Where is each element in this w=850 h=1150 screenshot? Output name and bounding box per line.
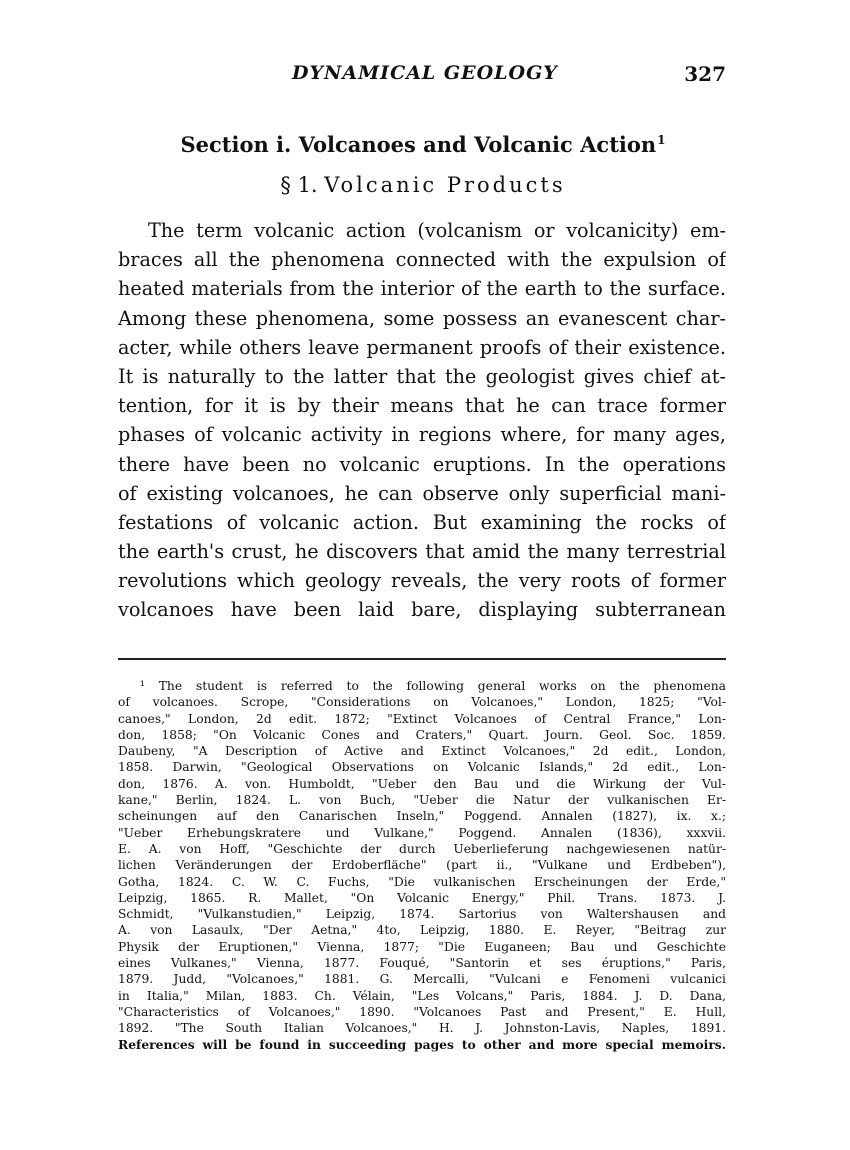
footnote-line: eines Vulkanes," Vienna, 1877. Fouqué, "Santorin et ses éruptions," Paris, [118, 956, 726, 971]
footnote-line: don, 1876. A. von. Humboldt, "Ueber den Bau und die Wirkung der Vul- [118, 776, 726, 791]
footnote-line: scheinungen auf den Canarischen Inseln," Poggend. Annalen (1827), ix. x.; [118, 809, 726, 824]
footnote-line: 1858. Darwin, "Geological Observations on Volcanic Islands," 2d edit., Lon- [118, 760, 726, 775]
body-line: festations of volcanic action. But examining the rocks of [118, 510, 726, 534]
body-paragraph [118, 216, 726, 625]
footnote-line: in Italia," Milan, 1883. Ch. Vélain, "Les Volcans," Paris, 1884. J. D. Dana, [118, 988, 726, 1003]
footnote-line: canoes," London, 2d edit. 1872; "Extinct Volcanoes of Central France," Lon- [118, 711, 726, 726]
footnote-line: "Characteristics of Volcanoes," 1890. "Volcanoes Past and Present," E. Hull, [118, 1004, 726, 1019]
body-line: of existing volcanoes, he can observe only superficial mani- [118, 481, 726, 505]
body-line: The term volcanic action (volcanism or volcanicity) em- [148, 219, 726, 242]
footnote-reference-mark[interactable]: 1 [657, 133, 666, 147]
footnote-line: Schmidt, "Vulkanstudien," Leipzig, 1874. Sartorius von Waltershausen and [118, 907, 726, 922]
footnote-line: ¹ The student is referred to the following general works on the phenomena [140, 679, 726, 693]
footnote-divider [118, 658, 726, 660]
running-title: DYNAMICAL GEOLOGY [292, 62, 558, 84]
subsection-title-text: Volcanic Products [324, 173, 566, 197]
subsection-title [120, 173, 726, 197]
body-line: volcanoes have been laid bare, displaying subterranean [118, 598, 726, 622]
body-line: acter, while others leave permanent proofs of their existence. [118, 335, 726, 359]
body-line: tention, for it is by their means that he can trace former [118, 394, 726, 418]
body-line: braces all the phenomena connected with the expulsion of [118, 248, 726, 272]
subsection-number: § 1. [280, 173, 318, 197]
page-number: 327 [684, 62, 726, 86]
footnote-line: Leipzig, 1865. R. Mallet, "On Volcanic Energy," Phil. Trans. 1873. J. [118, 890, 726, 905]
body-line: phases of volcanic activity in regions where, for many ages, [118, 423, 726, 447]
footnote-line: kane," Berlin, 1824. L. von Buch, "Ueber die Natur der vulkanischen Er- [118, 793, 726, 808]
body-line: It is naturally to the latter that the geologist gives chief at- [118, 364, 726, 388]
body-line: the earth's crust, he discovers that amid the many terrestrial [118, 540, 726, 564]
footnote-line: "Ueber Erhebungskratere und Vulkane," Poggend. Annalen (1836), xxxvii. [118, 825, 726, 840]
footnote-line: Gotha, 1824. C. W. C. Fuchs, "Die vulkanischen Erscheinungen der Erde," [118, 874, 726, 889]
body-line: revolutions which geology reveals, the very roots of former [118, 569, 726, 593]
footnote-line: A. von Lasaulx, "Der Aetna," 4to, Leipzig, 1880. E. Reyer, "Beitrag zur [118, 923, 726, 938]
body-line: heated materials from the interior of the earth to the surface. [118, 277, 726, 301]
running-head [120, 62, 726, 94]
footnote-line: of volcanoes. Scrope, "Considerations on Volcanoes," London, 1825; "Vol- [118, 695, 726, 710]
section-title [120, 132, 726, 157]
body-line: there have been no volcanic eruptions. In the operations [118, 452, 726, 476]
footnote-line: E. A. von Hoff, "Geschichte der durch Ueberlieferung nachgewiesenen natür- [118, 841, 726, 856]
footnote-line: References will be found in succeeding pages to other and more special memoirs. [118, 1036, 726, 1052]
footnote [118, 678, 726, 1053]
section-title-text: Section i. Volcanoes and Volcanic Action [180, 132, 657, 157]
footnote-line: 1879. Judd, "Volcanoes," 1881. G. Mercalli, "Vulcani e Fenomeni vulcanici [118, 972, 726, 987]
footnote-line: Daubeny, "A Description of Active and Extinct Volcanoes," 2d edit., London, [118, 744, 726, 759]
footnote-line: lichen Veränderungen der Erdoberfläche" (part ii., "Vulkane und Erdbeben"), [118, 858, 726, 873]
footnote-line: 1892. "The South Italian Volcanoes," H. J. Johnston-Lavis, Naples, 1891. [118, 1021, 726, 1036]
footnote-line: don, 1858; "On Volcanic Cones and Craters," Quart. Journ. Geol. Soc. 1859. [118, 727, 726, 742]
footnote-line: Physik der Eruptionen," Vienna, 1877; "Die Euganeen; Bau und Geschichte [118, 939, 726, 954]
body-line: Among these phenomena, some possess an evanescent char- [118, 306, 726, 330]
